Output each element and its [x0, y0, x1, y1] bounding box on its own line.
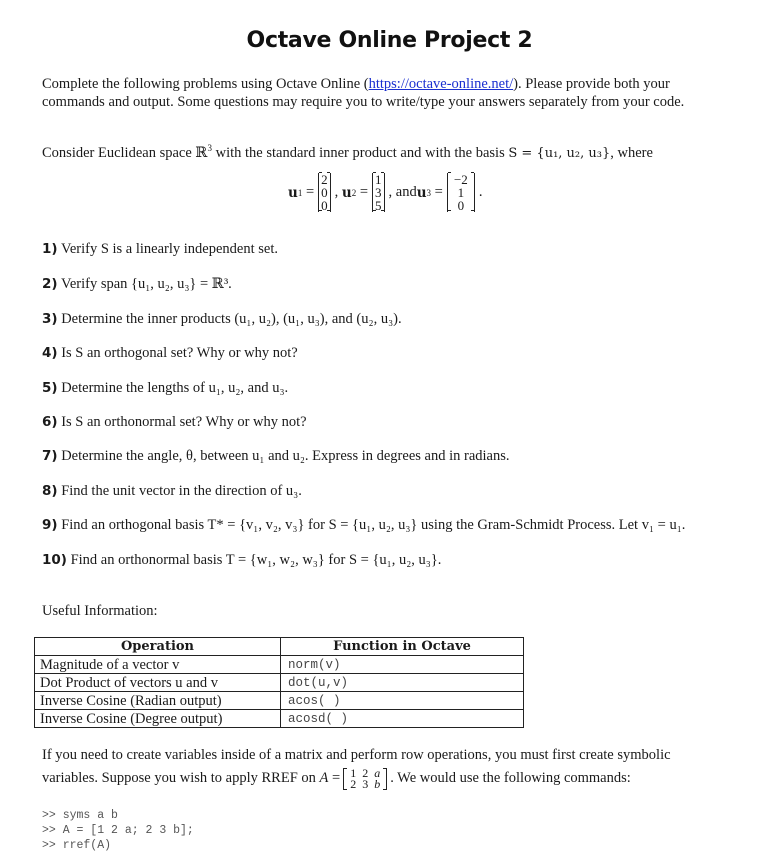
question-10: 10) Find an orthonormal basis T = {w₁, w₂, w₃} for S = {u₁, u₂, u₃}.	[42, 552, 442, 568]
question-1: 1) Verify S is a linearly independent set.	[42, 241, 278, 257]
question-3: 3) Determine the inner products (u₁, u₂), (u₁, u₃), and (u₂, u₃).	[42, 311, 402, 327]
vector-u1: 2 0 0	[318, 173, 331, 212]
question-2: 2) Verify span {u₁, u₂, u₃} = ℝ³.	[42, 276, 232, 292]
table-row	[35, 656, 524, 674]
table-row	[35, 710, 524, 728]
operation-cell: Inverse Cosine (Radian output)	[35, 692, 281, 710]
function-cell: acosd( )	[281, 710, 524, 728]
function-cell: norm(v)	[281, 656, 524, 674]
intro-line-2: commands and output. Some questions may require you to write/type your answers separately from your code.	[42, 94, 685, 110]
column-header-function: Function in Octave	[281, 638, 524, 656]
question-7: 7) Determine the angle, θ, between u₁ and u₂. Express in degrees and in radians.	[42, 448, 510, 464]
consider-statement: Consider Euclidean space ℝ$^3$ with the standard inner product and with the basis S = {u₁, u₂, u₃}, where	[42, 143, 653, 161]
table-header-row	[35, 638, 524, 656]
basis-set: S = {u₁, u₂, u₃}	[508, 146, 611, 161]
operation-cell: Inverse Cosine (Degree output)	[35, 710, 281, 728]
function-cell: dot(u,v)	[281, 674, 524, 692]
question-9: 9) Find an orthogonal basis T* = {v₁, v₂, v₃} for S = {u₁, u₂, u₃} using the Gram-Schmidt Process. Let v₁ = u₁.	[42, 517, 686, 533]
vector-u3: −2 1 0	[447, 173, 475, 212]
table-row	[35, 674, 524, 692]
octave-functions-table	[34, 637, 524, 728]
code-line: >> syms a b	[42, 809, 118, 822]
operation-cell: Dot Product of vectors u and v	[35, 674, 281, 692]
vector-definitions: u 1 = 2 0 0 , u 2 = 1 3 5 , and u 3 = −2 1 0 .	[288, 172, 483, 213]
question-5: 5) Determine the lengths of u₁, u₂, and u₃.	[42, 380, 289, 396]
page-title: Octave Online Project 2	[246, 28, 533, 53]
code-line: >> rref(A)	[42, 839, 112, 852]
code-line: >> A = [1 2 a; 2 3 b];	[42, 824, 194, 837]
intro-line-1: Complete the following problems using Octave Online (https://octave-online.net/). Please provide both your	[42, 76, 670, 92]
function-cell: acos( )	[281, 692, 524, 710]
rref-line-2: variables. Suppose you wish to apply RREF on A = 1 2 2 3 a b . We would use the following commands:	[42, 765, 631, 791]
question-4: 4) Is S an orthogonal set? Why or why not?	[42, 345, 298, 361]
real-space-symbol: ℝ	[195, 145, 208, 161]
question-6: 6) Is S an orthonormal set? Why or why not?	[42, 414, 307, 430]
intro-paragraph	[42, 75, 684, 111]
table-row	[35, 692, 524, 710]
rref-line-1: If you need to create variables inside of a matrix and perform row operations, you must first create symbolic	[42, 747, 671, 763]
octave-online-link[interactable]: https://octave-online.net/	[368, 76, 514, 92]
octave-code-block	[42, 808, 194, 853]
question-8: 8) Find the unit vector in the direction of u₃.	[42, 483, 302, 499]
matrix-A: 1 2 2 3 a b	[343, 768, 387, 790]
vector-u2: 1 3 5	[372, 173, 385, 212]
operation-cell: Magnitude of a vector v	[35, 656, 281, 674]
rref-instructions	[42, 744, 671, 790]
column-header-operation: Operation	[35, 638, 281, 656]
useful-information-heading: Useful Information:	[42, 603, 158, 619]
